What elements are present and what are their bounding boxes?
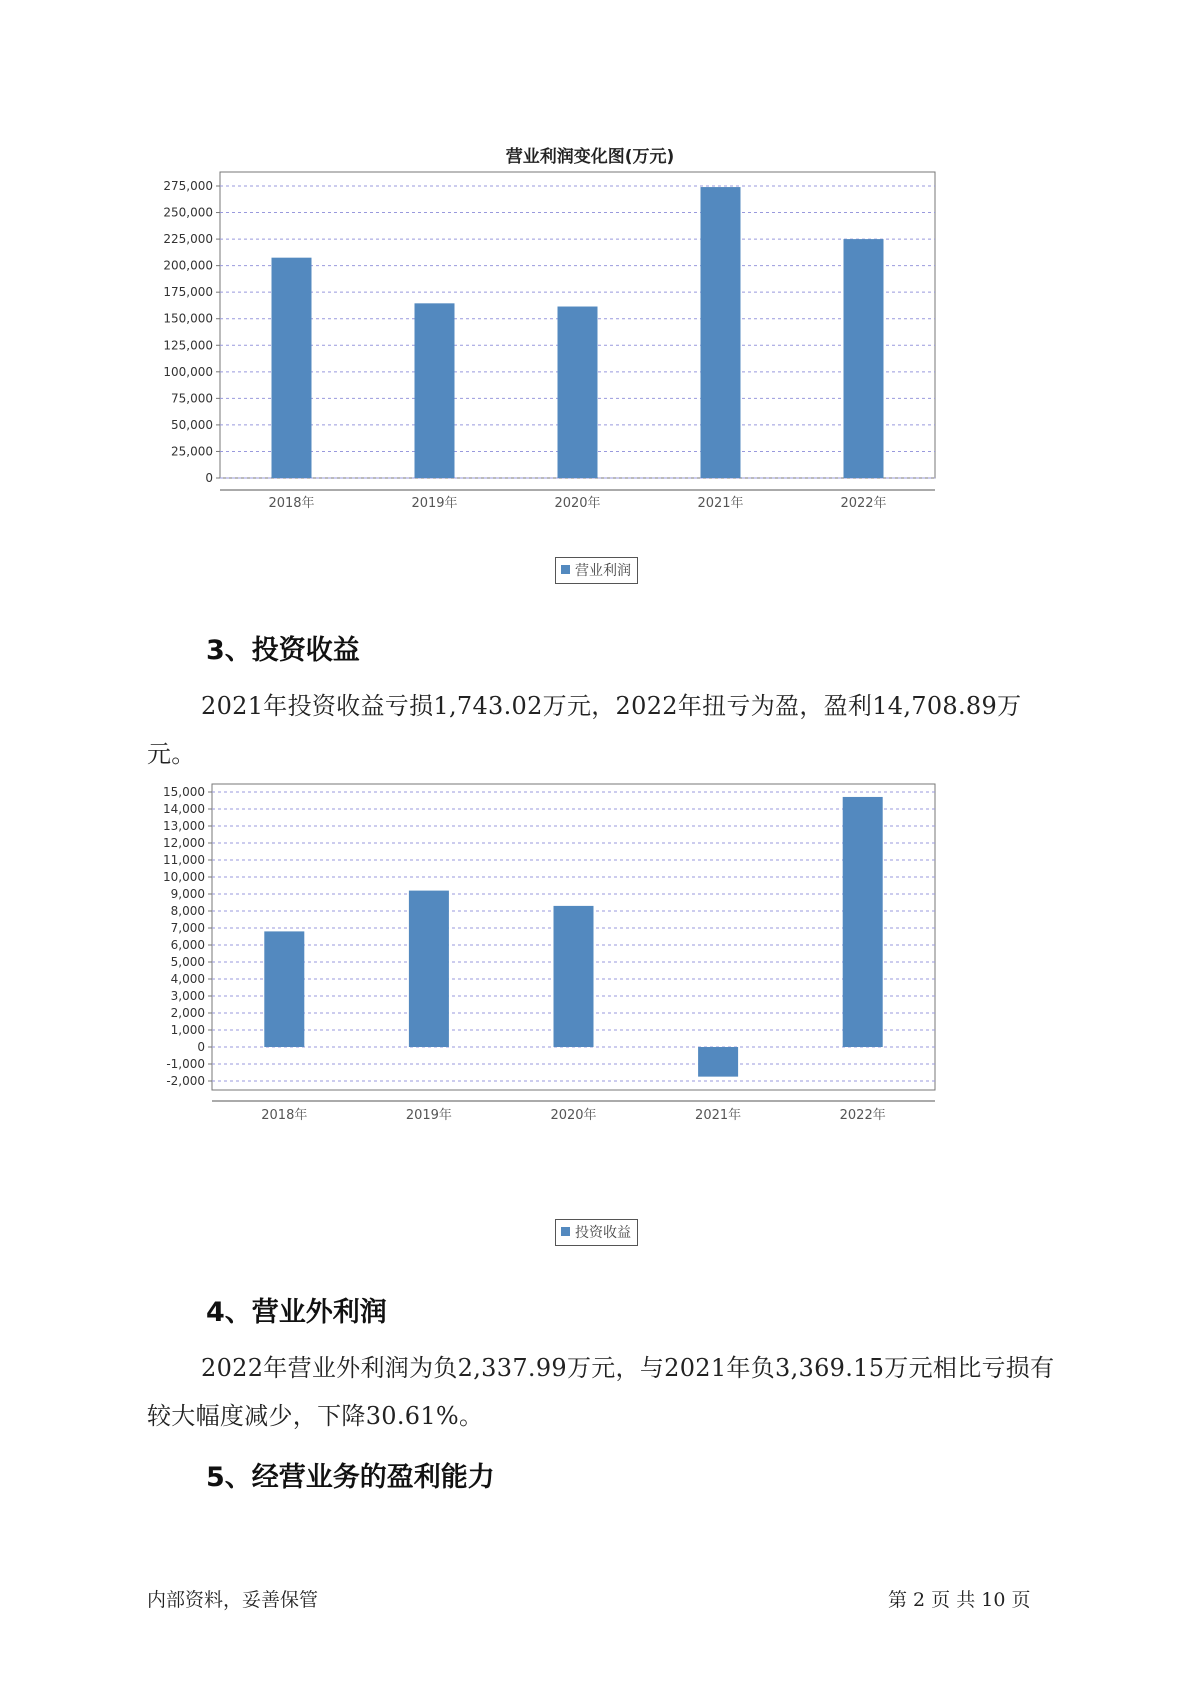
y-tick-label: 100,000	[163, 364, 213, 379]
y-tick-label: 50,000	[171, 417, 213, 432]
y-tick-label: 200,000	[163, 258, 213, 273]
legend-swatch	[561, 1227, 570, 1236]
bar	[554, 906, 594, 1047]
y-tick-label: 75,000	[171, 391, 213, 406]
category-label: 2019年	[405, 1108, 452, 1123]
y-tick-label: 125,000	[163, 338, 213, 353]
y-tick-label: 15,000	[163, 785, 205, 799]
y-tick-label: 250,000	[163, 205, 213, 220]
footer-left: 内部资料，妥善保管	[147, 1589, 319, 1611]
chart-legend	[555, 1219, 638, 1246]
category-label: 2019年	[411, 496, 458, 511]
investment-income-plot	[150, 0, 1030, 1260]
category-label: 2018年	[268, 496, 315, 511]
y-tick-label: 14,000	[163, 802, 205, 816]
y-tick-label: 9,000	[170, 887, 205, 901]
y-tick-label: 13,000	[163, 819, 205, 833]
legend-label: 营业利润	[575, 563, 631, 579]
bar	[264, 931, 304, 1047]
y-tick-label: 8,000	[170, 904, 205, 918]
section-heading-4: 4、营业外利润	[206, 1297, 387, 1328]
y-tick-label: 275,000	[163, 179, 213, 193]
y-tick-label: 25,000	[171, 444, 213, 459]
category-label: 2021年	[695, 1108, 742, 1123]
y-tick-label: 3,000	[170, 989, 205, 1003]
bar	[698, 1047, 738, 1077]
category-label: 2018年	[261, 1108, 308, 1123]
category-label: 2021年	[697, 496, 744, 511]
y-tick-label: 2,000	[170, 1006, 205, 1020]
y-tick-label: 10,000	[163, 870, 205, 884]
y-tick-label: 175,000	[163, 285, 213, 300]
section-text-4: 2022年营业外利润为负2,337.99万元，与2021年负3,369.15万元相比亏损有较大幅度减少，下降30.61%。	[147, 1354, 1055, 1430]
section-text-3: 2021年投资收益亏损1,743.02万元，2022年扭亏为盈，盈利14,708.89万元。	[147, 692, 1022, 768]
y-tick-label: 225,000	[163, 232, 213, 247]
investment-income-chart	[150, 0, 1030, 1260]
category-label: 2022年	[839, 1108, 886, 1123]
section-heading-5: 5、经营业务的盈利能力	[206, 1462, 495, 1493]
y-tick-label: 0	[205, 471, 213, 485]
category-label: 2022年	[840, 496, 887, 511]
y-tick-label: -2,000	[166, 1074, 205, 1088]
y-tick-label: 5,000	[170, 955, 205, 969]
y-tick-label: 11,000	[163, 853, 205, 867]
y-tick-label: 4,000	[170, 972, 205, 986]
y-tick-label: 0	[197, 1040, 205, 1054]
category-label: 2020年	[550, 1108, 597, 1123]
legend-label: 投资收益	[575, 1225, 631, 1241]
y-tick-label: 12,000	[163, 836, 205, 850]
chart-title: 营业利润变化图(万元)	[505, 147, 675, 167]
bar	[409, 891, 449, 1047]
y-tick-label: 150,000	[163, 311, 213, 326]
footer-right: 第 2 页 共 10 页	[888, 1589, 1031, 1611]
bar	[843, 797, 883, 1047]
y-tick-label: 6,000	[170, 938, 205, 952]
y-tick-label: 1,000	[170, 1023, 205, 1037]
category-label: 2020年	[554, 496, 601, 511]
y-tick-label: 7,000	[170, 921, 205, 935]
y-tick-label: -1,000	[166, 1057, 205, 1071]
section-heading-3: 3、投资收益	[206, 635, 360, 666]
